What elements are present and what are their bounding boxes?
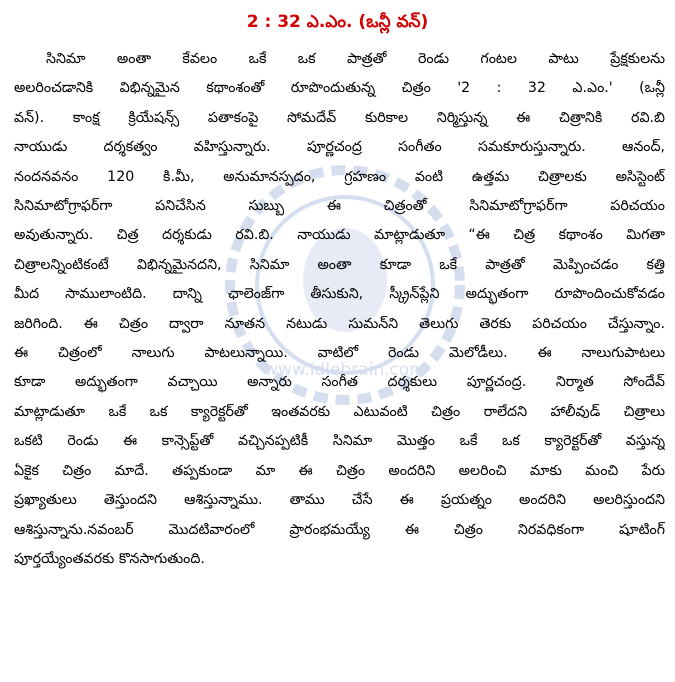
- article-line: వన్). కాంక్ష క్రియేషన్స్ పతాకంపై సోమదేవ్ కురికాల నిర్మిస్తున్న ఈ చిత్రానికి రవి.బి: [14, 109, 665, 126]
- article-line: అవుతున్నారు. చిత్ర దర్శకుడు రవి.బి. నాయుడు మాట్లాడుతూ “ఈ చిత్ర కథాంశం మిగతా: [14, 227, 665, 244]
- article-line: సినిమాటోగ్రాఫర్‌గా పనిచేసిన సుబ్బు ఈ చిత్రంతో సినిమాటోగ్రాఫర్‌గా పరిచయం: [14, 198, 665, 215]
- article-line: చిత్రాలన్నింటికంటే విభిన్నమైనదని, సినిమా అంతా కూడా ఒకే పాత్రతో మెప్పించడం కత్తి: [14, 256, 665, 273]
- article-line: అలరించడానికి విభిన్నమైన కథాంశంతో రూపొందుతున్న చిత్రం '2 : 32 ఎ.ఎం.' (ఒన్లీ: [14, 80, 665, 97]
- article-body: [14, 45, 665, 574]
- article-line: మీద సాములాంటిది. దాన్ని ఛాలెంజ్‌గా తీసుకుని, స్క్రీన్‌ప్లేని అద్భుతంగా రూపొందించుకోవడం: [14, 286, 665, 303]
- watermark-text: www.idlebrain.com: [264, 360, 426, 380]
- article-title: 2 : 32 ఎ.ఎం. (ఒన్లీ వన్): [246, 12, 429, 32]
- article-line: ఒకటి రెండు ఈ కాన్సెప్ట్‌తో వచ్చినప్పటికీ సినిమా మొత్తం ఒకే ఒక క్యారెక్టర్‌తో వస్తున్న: [14, 433, 665, 450]
- article-line: నందనవనం 120 కి.మీ, అనుమానస్పదం, గ్రహణం వంటి ఉత్తమ చిత్రాలకు అసిస్టెంట్: [14, 168, 665, 185]
- article-line: నాయుడు దర్శకత్వం వహిస్తున్నారు. పూర్ణచంద్ర సంగీతం సమకూరుస్తున్నారు. ఆనంద్,: [14, 139, 665, 156]
- article-line: ఈ చిత్రంలో నాలుగు పాటలున్నాయి. వాటిలో రెండు మెలోడీలు. ఈ నాలుగుపాటలు: [14, 345, 665, 362]
- article-line: ఏకైక చిత్రం మాదే. తప్పకుండా మా ఈ చిత్రం అందరిని అలరించి మాకు మంచి పేరు: [14, 462, 665, 479]
- article-line: ప్రఖ్యాతులు తెస్తుందని ఆశిస్తున్నాము. తాము చేసే ఈ ప్రయత్నం అందరిని అలరిస్తుందని: [14, 492, 665, 509]
- article-line: కూడా అద్భుతంగా వచ్చాయి అన్నారు సంగీత దర్శకులు పూర్ణచంద్ర. నిర్మాత సోందేవ్: [14, 374, 665, 391]
- article-line: మాట్లాడుతూ ఒకే ఒక క్యారెక్టర్‌తో ఇంతవరకు ఎటువంటి చిత్రం రాలేదని హాలీవుడ్ చిత్రాలు: [14, 403, 665, 420]
- article-line: పూర్తయ్యేంతవరకు కొనసాగుతుంది.: [14, 550, 205, 567]
- article-line: ఆశిస్తున్నాను.నవంబర్ మొదటివారంలో ప్రారంభమయ్యే ఈ చిత్రం నిరవధికంగా షూటింగ్: [14, 521, 665, 538]
- article-line: సినిమా అంతా కేవలం ఒకే ఒక పాత్రతో రెండు గంటల పాటు ప్రేక్షకులను: [46, 51, 665, 67]
- article-line: జరిగింది. ఈ చిత్రం ద్వారా నూతన నటుడు సుమన్‌ని తెలుగు తెరకు పరిచయం చేస్తున్నాం.: [14, 315, 665, 332]
